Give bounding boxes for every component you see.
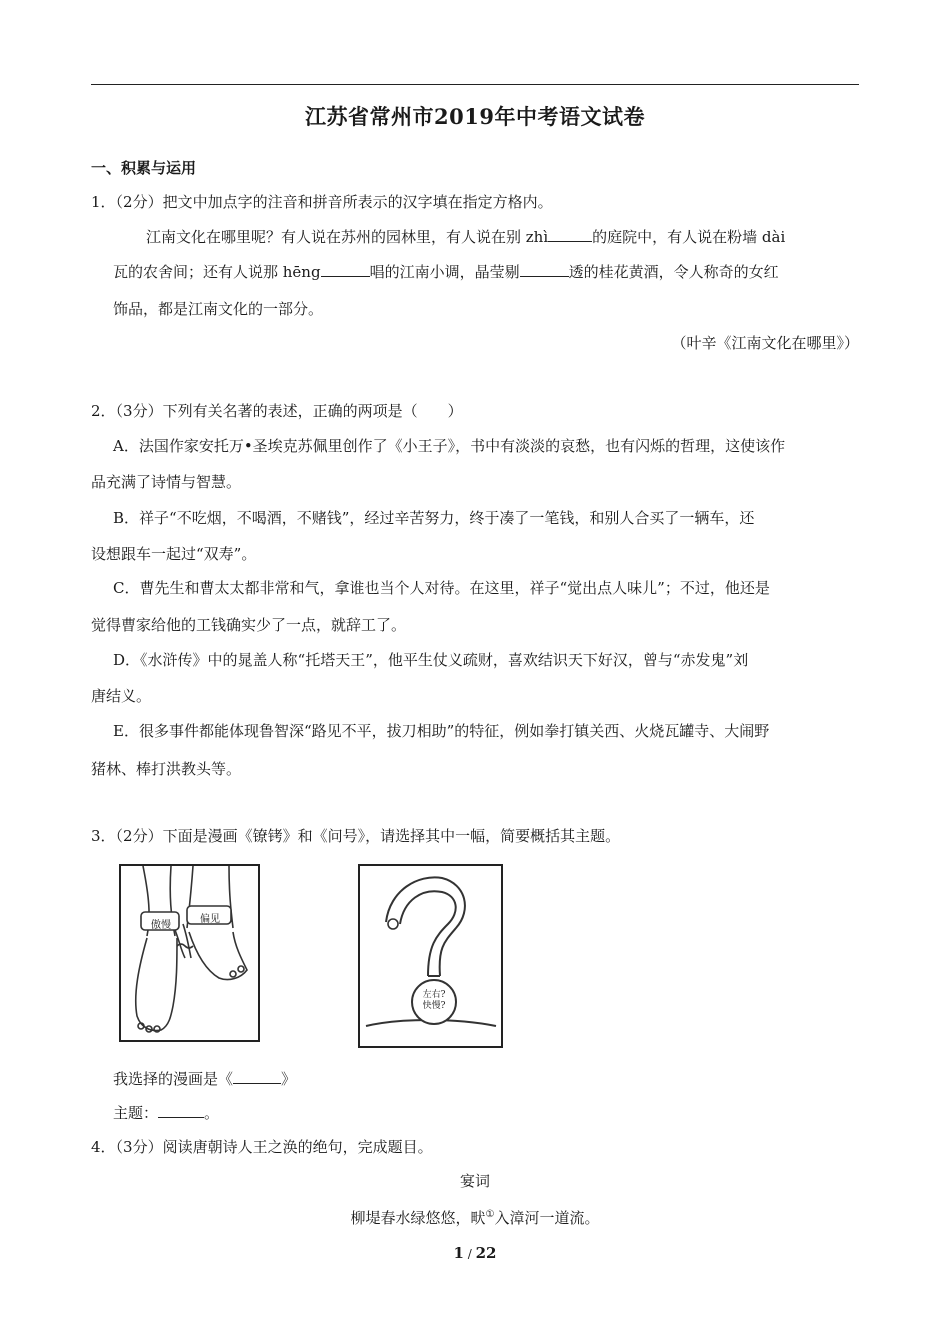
passage-text: 的庭院中，有人说在粉墙 dài [592,228,786,246]
question-4-stem: 4．（3分）阅读唐朝诗人王之涣的绝句，完成题目。 [91,1138,433,1156]
option-a-line-2: 品充满了诗情与智慧。 [91,473,242,491]
choice-label: 我选择的漫画是《 [113,1070,234,1088]
page-separator: / [463,1247,476,1261]
theme-label: 主题： [113,1104,159,1122]
theme-line [113,1103,219,1123]
answer-blank[interactable] [548,227,592,242]
question-1-passage-line-2 [113,262,779,282]
option-e-line-2: 猪林、棒打洪教头等。 [91,760,242,778]
total-pages: 22 [475,1244,497,1262]
option-c-line-2: 觉得曹家给他的工钱确实少了一点，就辞工了。 [91,616,407,634]
question-1-passage-line-1 [146,227,785,247]
option-b-line-1: B．祥子“不吃烟，不喝酒，不赌钱”，经过辛苦努力，终于凑了一笔钱，和别人合买了一辆车，还 [113,509,755,527]
ball-label [414,990,454,1012]
answer-blank[interactable] [520,262,569,277]
option-b-line-2: 设想跟车一起过“双寿”。 [91,545,257,563]
poem-text: 入漳河一道流。 [494,1209,600,1227]
ball-label-line-1: 左右? [422,990,446,1000]
question-1-passage-line-3: 饰品，都是江南文化的一部分。 [113,300,324,318]
question-2-stem: 2．（3分）下列有关名著的表述，正确的两项是（ ） [91,402,463,420]
footnote-marker: ① [485,1209,495,1220]
section-heading: 一、积累与运用 [91,159,197,177]
choice-label-close: 》 [281,1070,297,1088]
page-title: 江苏省常州市2019年中考语文试卷 [305,104,645,129]
cuff-label-right: 偏见 [200,914,220,925]
question-3-stem: 3．（2分）下面是漫画《镣铐》和《问号》，请选择其中一幅，简要概括其主题。 [91,827,621,845]
option-e-line-1: E．很多事件都能体现鲁智深“路见不平，拔刀相助”的特征，例如拳打镇关西、火烧瓦罐寺、大闹野 [113,722,770,740]
option-c-line-1: C．曹先生和曹太太都非常和气，拿谁也当个人对待。在这里，祥子“觉出点人味儿”；不过，他还是 [113,579,770,597]
choice-line [113,1069,296,1089]
answer-blank[interactable] [321,262,370,277]
shackles-drawing [121,866,258,1040]
poem-line-1 [0,1205,950,1228]
choice-blank[interactable] [233,1069,281,1084]
ball-label-line-2: 快慢? [422,1001,446,1011]
cartoon-shackles [119,864,260,1042]
option-a-line-1: A．法国作家安托万•圣埃克苏佩里创作了《小王子》，书中有淡淡的哀愁，也有闪烁的哲理，这使该作 [113,437,786,455]
option-d-line-2: 唐结义。 [91,687,152,705]
passage-text: 瓦的农舍间；还有人说那 hēng [113,263,321,281]
passage-text: 江南文化在哪里呢？有人说在苏州的园林里，有人说在别 zhì [146,228,549,246]
current-page: 1 [453,1244,464,1262]
poem-text: 柳堤春水绿悠悠，畎 [350,1209,486,1227]
option-d-line-1: D．《水浒传》中的晁盖人称“托塔天王”，他平生仗义疏财，喜欢结识天下好汉，曾与“赤发鬼”刘 [113,651,749,669]
header-rule [91,84,859,85]
passage-text: 唱的江南小调，晶莹剔 [369,263,520,281]
cuff-label-left: 傲慢 [151,920,171,931]
question-1-stem: 1．（2分）把文中加点字的注音和拼音所表示的汉字填在指定方格内。 [91,193,553,211]
theme-end: 。 [204,1104,220,1122]
theme-blank[interactable] [158,1103,204,1118]
passage-text: 透的桂花黄酒，令人称奇的女红 [568,263,779,281]
poem-title: 宴词 [459,1172,490,1190]
cartoon-question-mark [358,864,503,1048]
page-number [0,1244,950,1262]
question-mark-drawing [360,866,501,1046]
passage-source: （叶辛《江南文化在哪里》） [671,334,859,352]
